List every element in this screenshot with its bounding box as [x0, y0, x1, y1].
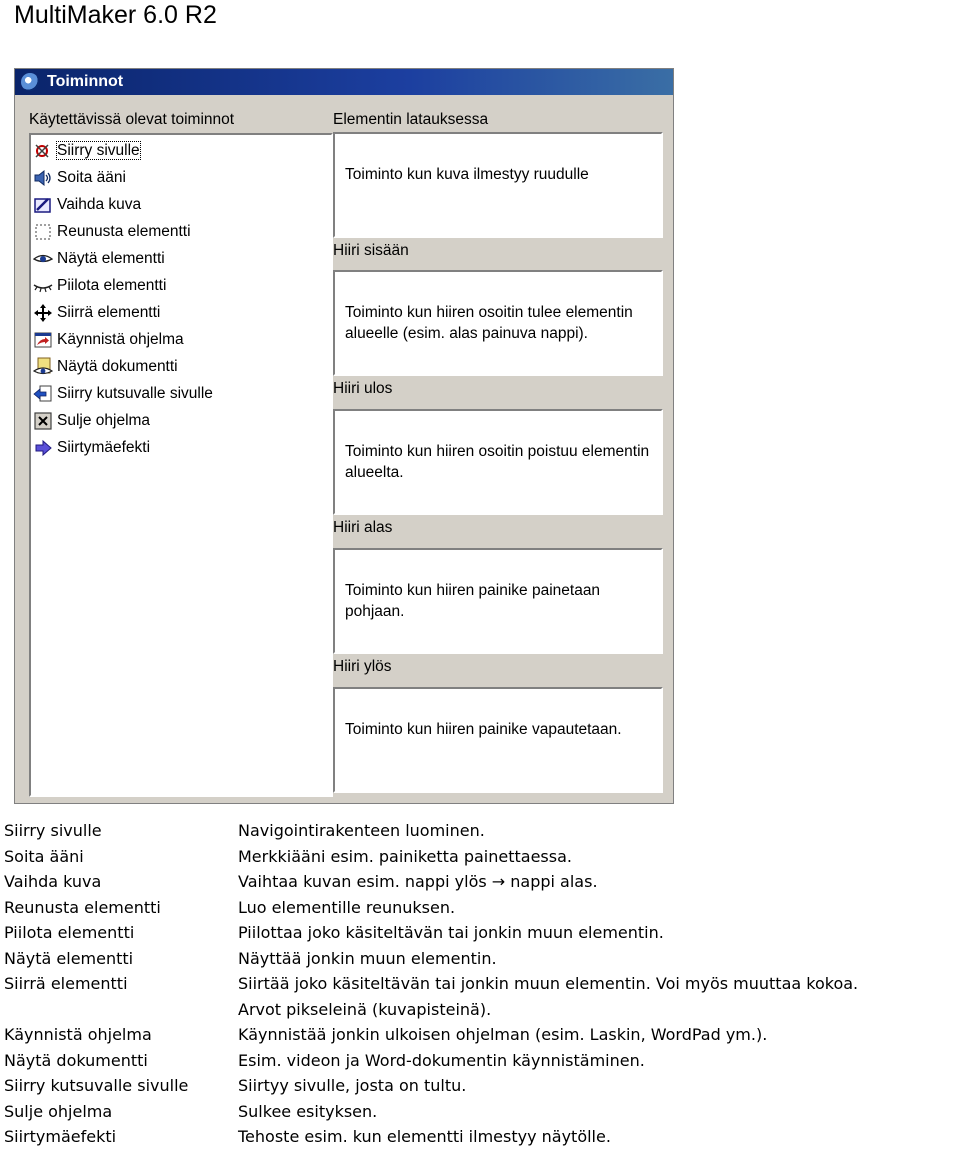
event-label-mouse-leave: Hiiri ulos: [333, 380, 393, 397]
action-item-nayta-elementti[interactable]: [31, 245, 331, 272]
action-item-reunusta-elementti[interactable]: [31, 218, 331, 245]
show-document-icon: [33, 357, 53, 377]
description-row: [4, 844, 960, 870]
launch-program-icon: [33, 330, 53, 350]
action-label: Reunusta elementti: [57, 223, 191, 240]
description-text: Esim. videon ja Word-dokumentin käynnistäminen.: [238, 1050, 645, 1070]
description-name: Käynnistä ohjelma: [4, 1025, 152, 1044]
description-text: Navigointirakenteen luominen.: [238, 821, 485, 840]
event-label-mouse-enter: Hiiri sisään: [333, 242, 409, 259]
action-label: Siirrä elementti: [57, 304, 161, 321]
description-text: Luo elementille reunuksen.: [238, 897, 456, 917]
action-item-piilota-elementti[interactable]: [31, 272, 331, 299]
action-label: Sulje ohjelma: [57, 412, 151, 429]
description-row: [4, 946, 960, 972]
event-description: Toiminto kun kuva ilmestyy ruudulle: [345, 166, 589, 183]
dialog-titlebar[interactable]: [15, 69, 673, 95]
description-row: [4, 997, 960, 1023]
move-arrows-icon: [33, 303, 53, 323]
event-label-on-load: Elementin latauksessa: [333, 111, 489, 128]
action-item-sulje-ohjelma[interactable]: [31, 407, 331, 434]
description-text: Siirtää joko käsiteltävän tai jonkin muun elementin. Voi myös muuttaa kokoa.: [238, 974, 859, 993]
description-text: Sulkee esityksen.: [238, 1101, 378, 1121]
action-label: Siirtymäefekti: [57, 439, 151, 456]
action-label: Käynnistä ohjelma: [57, 331, 184, 348]
action-item-siirry-sivulle[interactable]: [31, 137, 331, 164]
event-label-mouse-up: Hiiri ylös: [333, 658, 392, 675]
action-item-siirtymaefekti[interactable]: [31, 434, 331, 461]
event-description: Toiminto kun hiiren osoitin tulee elementin alueelle (esim. alas painuva nappi).: [345, 304, 633, 342]
description-row: [4, 895, 960, 921]
event-box-mouse-leave[interactable]: [333, 409, 663, 515]
description-text: Merkkiääni esim. painiketta painettaessa.: [238, 846, 572, 866]
description-row: [4, 1048, 960, 1074]
action-label: Siirry kutsuvalle sivulle: [57, 385, 213, 402]
event-box-mouse-enter[interactable]: [333, 270, 663, 376]
jump-page-icon: [33, 141, 53, 161]
document-title: MultiMaker 6.0 R2: [14, 1, 217, 29]
action-item-vaihda-kuva[interactable]: [31, 191, 331, 218]
event-description: Toiminto kun hiiren painike painetaan pohjaan.: [345, 582, 601, 620]
close-program-icon: [33, 411, 53, 431]
app-logo-icon: [21, 73, 39, 91]
dialog-title: Toiminnot: [47, 73, 124, 90]
transition-effect-icon: [33, 438, 53, 458]
description-name: Siirrä elementti: [4, 974, 128, 993]
description-row: [4, 1022, 960, 1048]
action-item-siirry-kutsuvalle-sivulle[interactable]: [31, 380, 331, 407]
actions-list-panel[interactable]: [29, 133, 333, 797]
back-page-icon: [33, 384, 53, 404]
action-item-nayta-dokumentti[interactable]: [31, 353, 331, 380]
event-box-mouse-down[interactable]: [333, 548, 663, 654]
action-item-soita-aani[interactable]: [31, 164, 331, 191]
description-name: Piilota elementti: [4, 923, 135, 942]
description-row: [4, 818, 960, 844]
description-name: Siirry sivulle: [4, 821, 102, 840]
description-row: [4, 920, 960, 946]
description-text: Käynnistää jonkin ulkoisen ohjelman (esim. Laskin, WordPad ym.).: [238, 1025, 768, 1044]
action-label: Siirry sivulle: [57, 142, 140, 159]
action-descriptions-table: [4, 818, 960, 1150]
description-text: Arvot pikseleinä (kuvapisteinä).: [238, 999, 492, 1019]
action-item-kaynnista-ohjelma[interactable]: [31, 326, 331, 353]
description-row: [4, 1099, 960, 1125]
closed-eye-icon: [33, 276, 53, 296]
description-name: Siirry kutsuvalle sivulle: [4, 1076, 189, 1095]
event-description: Toiminto kun hiiren painike vapautetaan.: [345, 721, 622, 738]
description-text: Piilottaa joko käsiteltävän tai jonkin muun elementin.: [238, 923, 664, 942]
available-actions-label: Käytettävissä olevat toiminnot: [29, 111, 235, 128]
action-label: Piilota elementti: [57, 277, 167, 294]
description-text: Näyttää jonkin muun elementin.: [238, 948, 497, 968]
description-text: Tehoste esim. kun elementti ilmestyy näytölle.: [238, 1127, 611, 1146]
description-name: Siirtymäefekti: [4, 1127, 117, 1146]
description-name: Vaihda kuva: [4, 872, 102, 891]
action-label: Soita ääni: [57, 169, 126, 186]
event-box-mouse-up[interactable]: [333, 687, 663, 793]
description-name: Reunusta elementti: [4, 897, 161, 917]
description-row: [4, 1073, 960, 1099]
toiminnot-dialog: [14, 68, 674, 804]
event-box-on-load[interactable]: [333, 132, 663, 238]
action-label: Näytä dokumentti: [57, 358, 178, 375]
actions-list: [31, 135, 331, 461]
action-label: Vaihda kuva: [57, 196, 142, 213]
eye-icon: [33, 249, 53, 269]
description-name: Näytä dokumentti: [4, 1050, 148, 1070]
description-text: Vaihtaa kuvan esim. nappi ylös → nappi alas.: [238, 872, 598, 891]
description-name: Näytä elementti: [4, 948, 134, 968]
border-icon: [33, 222, 53, 242]
description-row: [4, 971, 960, 997]
action-item-siirra-elementti[interactable]: [31, 299, 331, 326]
description-row: [4, 1124, 960, 1150]
speaker-icon: [33, 168, 53, 188]
description-name: Soita ääni: [4, 846, 84, 866]
description-name: [4, 997, 238, 1023]
description-row: [4, 869, 960, 895]
description-text: Siirtyy sivulle, josta on tultu.: [238, 1076, 467, 1095]
description-name: Sulje ohjelma: [4, 1101, 113, 1121]
swap-image-icon: [33, 195, 53, 215]
action-label: Näytä elementti: [57, 250, 165, 267]
event-label-mouse-down: Hiiri alas: [333, 519, 393, 536]
event-description: Toiminto kun hiiren osoitin poistuu elementin alueelta.: [345, 443, 650, 481]
